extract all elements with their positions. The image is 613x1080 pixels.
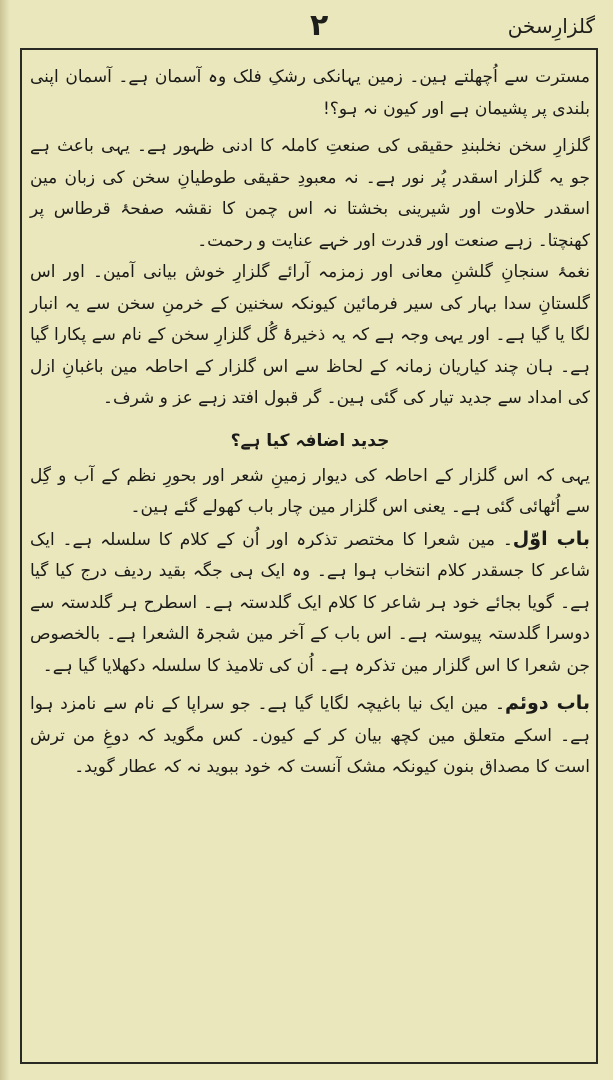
paragraph-3: نغمۂ سنجانِ گلشنِ معانی اور زمزمہ آرائے گلزارِ خوش بیانی آمین۔ اور اس گلستانِ سدا بہار کی سیر فرمائین کیونکہ سخنین کے خرمنِ سخن سے یہ انبار لگا یا گیا ہے۔ اور یہی وجہ ہے کہ یہ ذخیرۂ گُل گلزارِ سخن کے نام سے پکارا گیا ہے۔ ہان چند کیاریان زمانہ کے لحاظ سے اس گلزار کے احاطہ مین باغبانِ ازل کی امداد سے جدید تیار کی گئی ہین۔ گر قبول افتد زہے عز و شرف۔ (30, 262, 590, 408)
page-header (18, 8, 603, 48)
section-heading: جدید اضافہ کیا ہے؟ (230, 430, 390, 451)
paragraph-5 (26, 524, 594, 683)
paragraph-2: گلزارِ سخن نخلبندِ حقیقی کی صنعتِ کاملہ کا ادنی ظہور ہے۔ یہی باعث ہے جو یہ گلزار اسقدر پُر نور ہے۔ نہ معبودِ حقیقی طوطیانِ سخن کی زبان مین اسقدر حلاوت اور شیرینی بخشتا نہ اس چمن کا نقشہ صفحۂ قرطاس پر کھنچتا۔ زہے صنعت اور قدرت اور خہے عنایت و رحمت۔ (30, 136, 590, 251)
paragraph-1: مسترت سے اُچھلتے ہین۔ زمین یہانکی رشکِ فلک وہ آسمان ہے۔ آسمان اپنی بلندی پر پشیمان ہے اور کیون نہ ہو؟! (30, 67, 590, 119)
chapter-1-label: باب اوّل (512, 527, 590, 550)
page-binding-shadow (0, 0, 10, 1080)
paragraph-6 (26, 688, 594, 784)
page-number: ۲ (310, 8, 329, 43)
paragraph-4: یہی کہ اس گلزار کے احاطہ کی دیوار زمینِ شعر اور بحورِ نظم کے آب و گِل سے اُٹھائی گئی ہے۔ یعنی اس گلزار مین چار باب کھولے گئے ہین۔ (30, 465, 590, 517)
page-body (26, 62, 594, 784)
chapter-1-text: ۔ مین شعرا کا مختصر تذکرہ اور اُن کے کلام کا سلسلہ ہے۔ ایک شاعر کا جسقدر کلام انتخاب ہوا ہے۔ وہ ایک ہی جگہ بقید ردیف درج کیا گیا ہے۔ گویا بجائے خود ہر شاعر کا کلام ایک گلدستہ ہے۔ اسطرح ہر گلدستہ سے دوسرا گلدستہ پیوستہ ہے۔ اس باب کے آخر مین شجرۃ الشعرا ہے۔ بالخصوص جن شعرا کا اس گلزار مین تذکرہ ہے۔ اُن کی تلامیذ کا سلسلہ دکھلایا گیا ہے۔ (30, 529, 590, 676)
chapter-2-label: باب دوئم (505, 692, 590, 714)
running-title: گلزارِسخن (507, 14, 595, 38)
chapter-2-text: ۔ مین ایک نیا باغیچہ لگایا گیا ہے۔ جو سراپا کے نام سے نامزد ہوا ہے۔ اسکے متعلق مین کچھ بیان کر کے کیون۔ کس مگوید کہ دوغِ من ترش است کا مصداق بنون کیونکہ مشک آنست کہ خود ببوید نہ کہ عطار گوید۔ (30, 694, 590, 777)
